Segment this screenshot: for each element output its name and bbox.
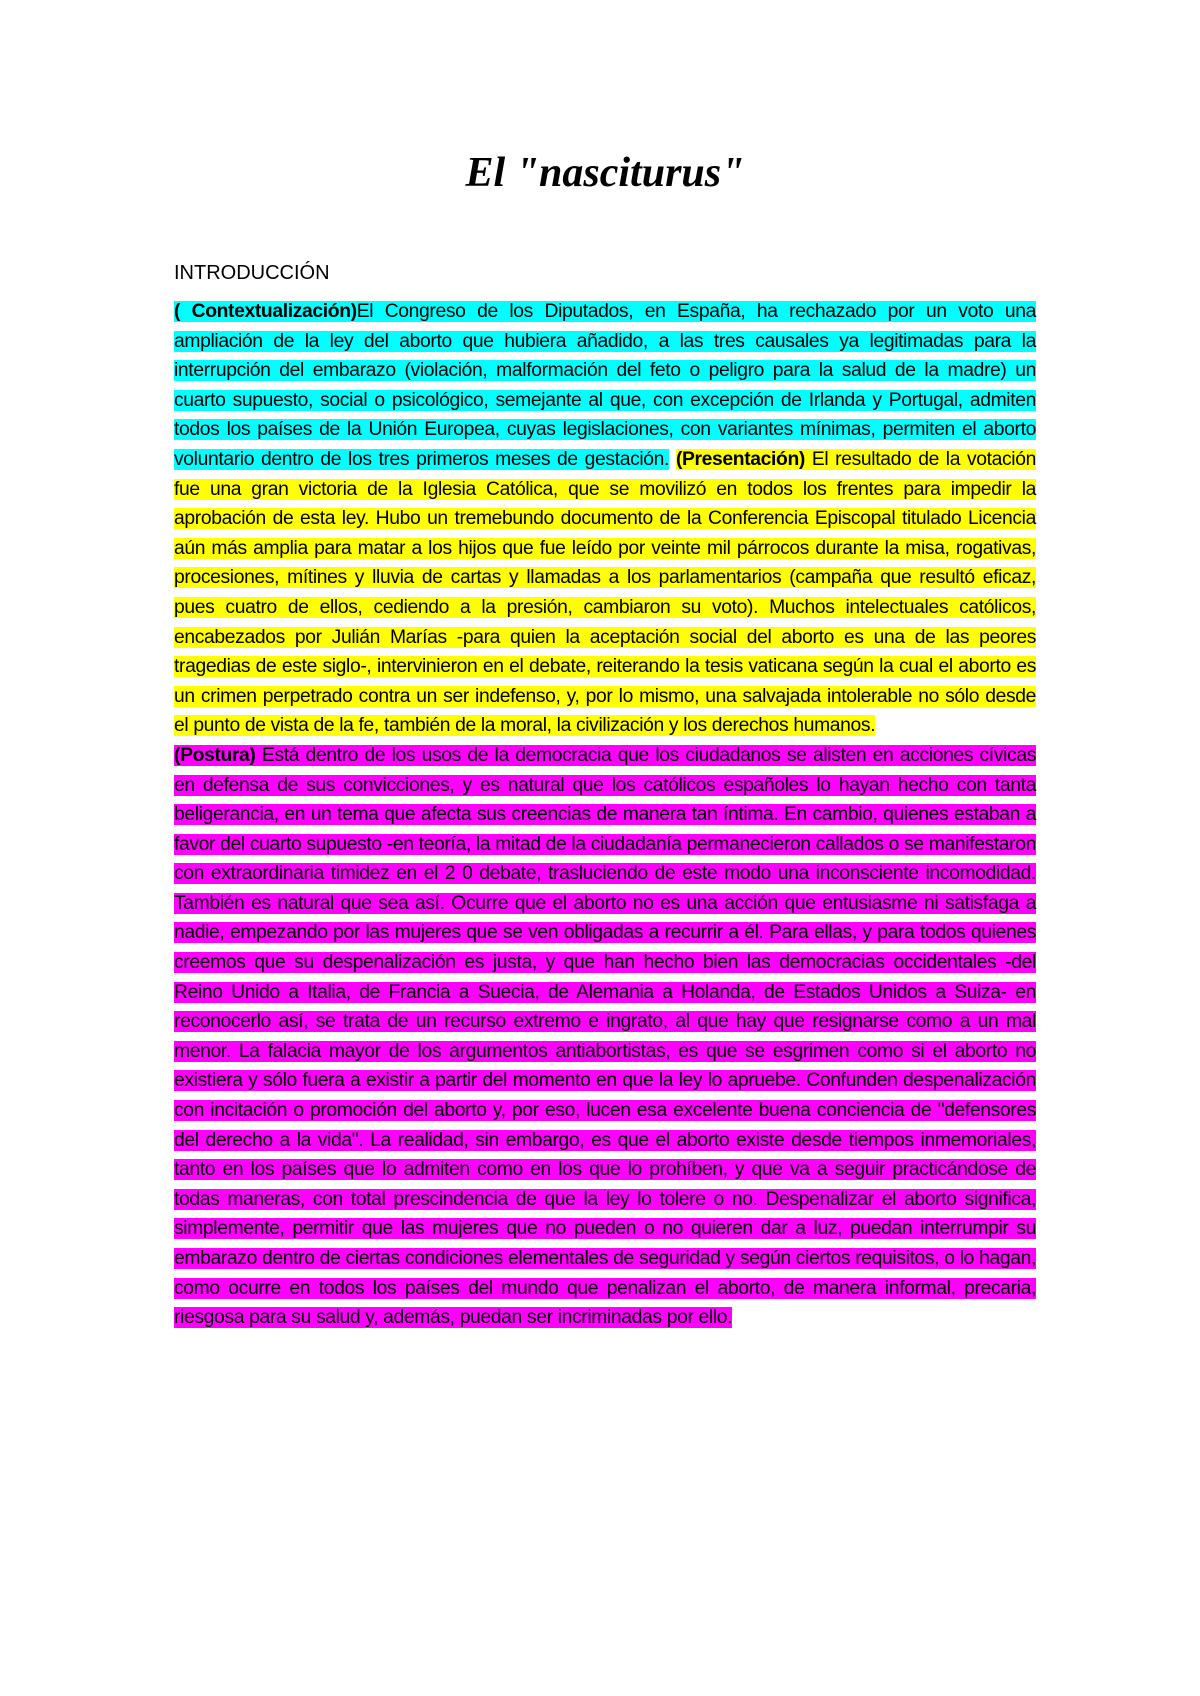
label-postura: (Postura)	[174, 744, 256, 766]
label-presentacion: (Presentación)	[675, 448, 805, 470]
text-presentacion: El resultado de la votación fue una gran victoria de la Iglesia Católica, que se movilizó en todos los frentes para impedir la aprobación de esta ley. Hubo un tremebundo documento de la Conferencia Episcopal titulado Licencia aún más amplia para matar a los hijos que fue leído por veinte mil párrocos durante la misa, rogativas, procesiones, mítines y lluvia de cartas y llamadas a los parlamentarios (campaña que resultó eficaz, pues cuatro de ellos, cediendo a la presión, cambiaron su voto). Muchos intelectuales católicos, encabezados por Julián Marías -para quien la aceptación social del aborto es una de las peores tragedias de este siglo-, intervinieron en el debate, reiterando la tesis vaticana según la cual el aborto es un crimen perpetrado contra un ser indefenso, y, por lo mismo, una salvajada intolerable no sólo desde el punto de vista de la fe, también de la moral, la civilización y los derechos humanos.	[174, 448, 1036, 737]
highlight-postura	[174, 745, 1036, 1328]
text-contextualizacion: El Congreso de los Diputados, en España, ha rechazado por un voto una ampliación de la ley del aborto que hubiera añadido, a las tres causales ya legitimadas para la interrupción del embarazo (violación, malformación del feto o peligro para la salud de la madre) un cuarto supuesto, social o psicológico, semejante al que, con excepción de Irlanda y Portugal, admiten todos los países de la Unión Europea, cuyas legislaciones, con variantes mínimas, permiten el aborto voluntario dentro de los tres primeros meses de gestación.	[174, 301, 1036, 470]
introduction-paragraph	[174, 297, 1036, 1333]
text-postura: Está dentro de los usos de la democracia que los ciudadanos se alisten en acciones cívicas en defensa de sus convicciones, y es natural que los católicos españoles lo hayan hecho con tanta beligerancia, en un tema que afecta sus creencias de manera tan íntima. En cambio, quienes estaban a favor del cuarto supuesto -en teoría, la mitad de la ciudadanía permanecieron callados o se manifestaron con extraordinaria timidez en el 2 0 debate, trasluciendo de este modo una inconsciente incomodidad. También es natural que sea así. Ocurre que el aborto no es una acción que entusiasme ni satisfaga a nadie, empezando por las mujeres que se ven obligadas a recurrir a él. Para ellas, y para todos quienes creemos que su despenalización es justa, y que han hecho bien las democracias occidentales -del Reino Unido a Italia, de Francia a Suecia, de Alemania a Holanda, de Estados Unidos a Suiza- en reconocerlo así, se trata de un recurso extremo e ingrato, al que hay que resignarse como a un mal menor. La falacia mayor de los argumentos antiabortistas, es que se esgrimen como si el aborto no existiera y sólo fuera a existir a partir del momento en que la ley lo apruebe. Confunden despenalización con incitación o promoción del aborto y, por eso, lucen esa excelente buena conciencia de "defensores del derecho a la vida". La realidad, sin embargo, es que el aborto existe desde tiempos inmemoriales, tanto en los países que lo admiten como en los que lo prohíben, y que va a seguir practicándose de todas maneras, con total prescindencia de que la ley lo tolere o no. Despenalizar el aborto significa, simplemente, permitir que las mujeres que no pueden o no quieren dar a luz, puedan interrumpir su embarazo dentro de ciertas condiciones elementales de seguridad y según ciertos requisitos, o lo hagan, como ocurre en todos los países del mundo que penalizan el aborto, de manera informal, precaria, riesgosa para su salud y, además, puedan ser incriminadas por ello.	[174, 744, 1036, 1329]
highlight-presentacion	[174, 449, 1036, 736]
document-title: El "nasciturus"	[465, 150, 745, 196]
label-contextualizacion: ( Contextualización)	[174, 301, 357, 322]
section-heading: INTRODUCCIÓN	[174, 262, 330, 284]
highlight-contextualizacion	[174, 301, 1036, 470]
